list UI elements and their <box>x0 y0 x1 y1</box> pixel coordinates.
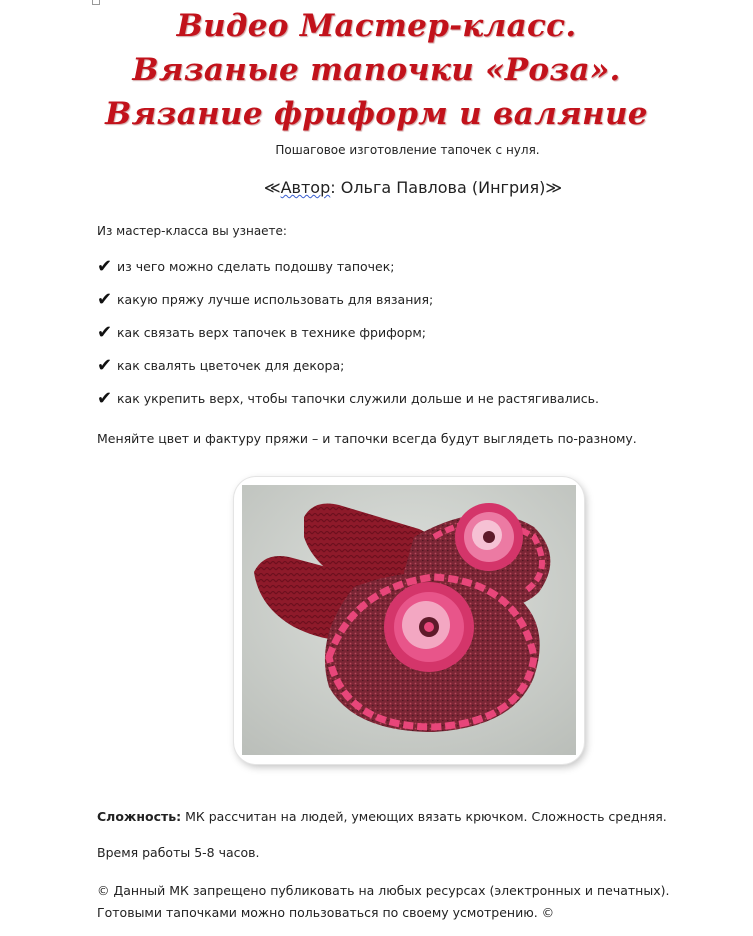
copyright-line-1: © Данный МК запрещено публиковать на любых ресурсах (электронных и печатных). <box>97 883 670 898</box>
slippers-photo <box>234 477 584 764</box>
difficulty-text: МК рассчитан на людей, умеющих вязать крючком. Сложность средняя. <box>181 809 667 824</box>
intro-text: Из мастер-класса вы узнаете: <box>97 224 287 238</box>
copyright-notice <box>97 880 737 924</box>
list-item <box>97 382 599 415</box>
subtitle: Пошаговое изготовление тапочек с нуля. <box>275 143 540 157</box>
learning-checklist <box>97 250 599 415</box>
difficulty-label: Сложность: <box>97 809 182 824</box>
list-item <box>97 316 599 349</box>
checkmark-icon: ✔ <box>97 388 113 409</box>
checkmark-icon: ✔ <box>97 256 113 277</box>
author-close-bracket: ≫ <box>545 178 563 197</box>
slippers-illustration <box>234 477 584 764</box>
worktime-text: Время работы 5-8 часов. <box>97 845 260 860</box>
list-item <box>97 283 599 316</box>
author-open-bracket: ≪ <box>263 178 281 197</box>
copyright-line-2: Готовыми тапочками можно пользоваться по своему усмотрению. © <box>97 905 555 920</box>
list-item-text: как свалять цветочек для декора; <box>117 358 345 373</box>
title-block <box>0 4 753 136</box>
tip-text: Меняйте цвет и фактуру пряжи – и тапочки всегда будут выглядеть по-разному. <box>97 431 637 446</box>
title-line-3: Вязание фриформ и валяние <box>105 96 648 132</box>
list-item <box>97 250 599 283</box>
checkmark-icon: ✔ <box>97 289 113 310</box>
list-item-text: из чего можно сделать подошву тапочек; <box>117 259 395 274</box>
list-item <box>97 349 599 382</box>
title-line-1: Видео Мастер-класс. <box>176 8 577 44</box>
list-item-text: какую пряжу лучше использовать для вязания; <box>117 292 434 307</box>
author-label: Автор <box>280 178 331 197</box>
checkmark-icon: ✔ <box>97 355 113 376</box>
difficulty-line <box>97 809 667 824</box>
checkmark-icon: ✔ <box>97 322 113 343</box>
list-item-text: как укрепить верх, чтобы тапочки служили дольше и не растягивались. <box>117 391 599 406</box>
author-line <box>0 178 753 197</box>
author-name: : Ольга Павлова (Ингрия) <box>330 178 546 197</box>
title-line-2: Вязаные тапочки «Роза». <box>132 52 621 88</box>
list-item-text: как связать верх тапочек в технике фриформ; <box>117 325 427 340</box>
